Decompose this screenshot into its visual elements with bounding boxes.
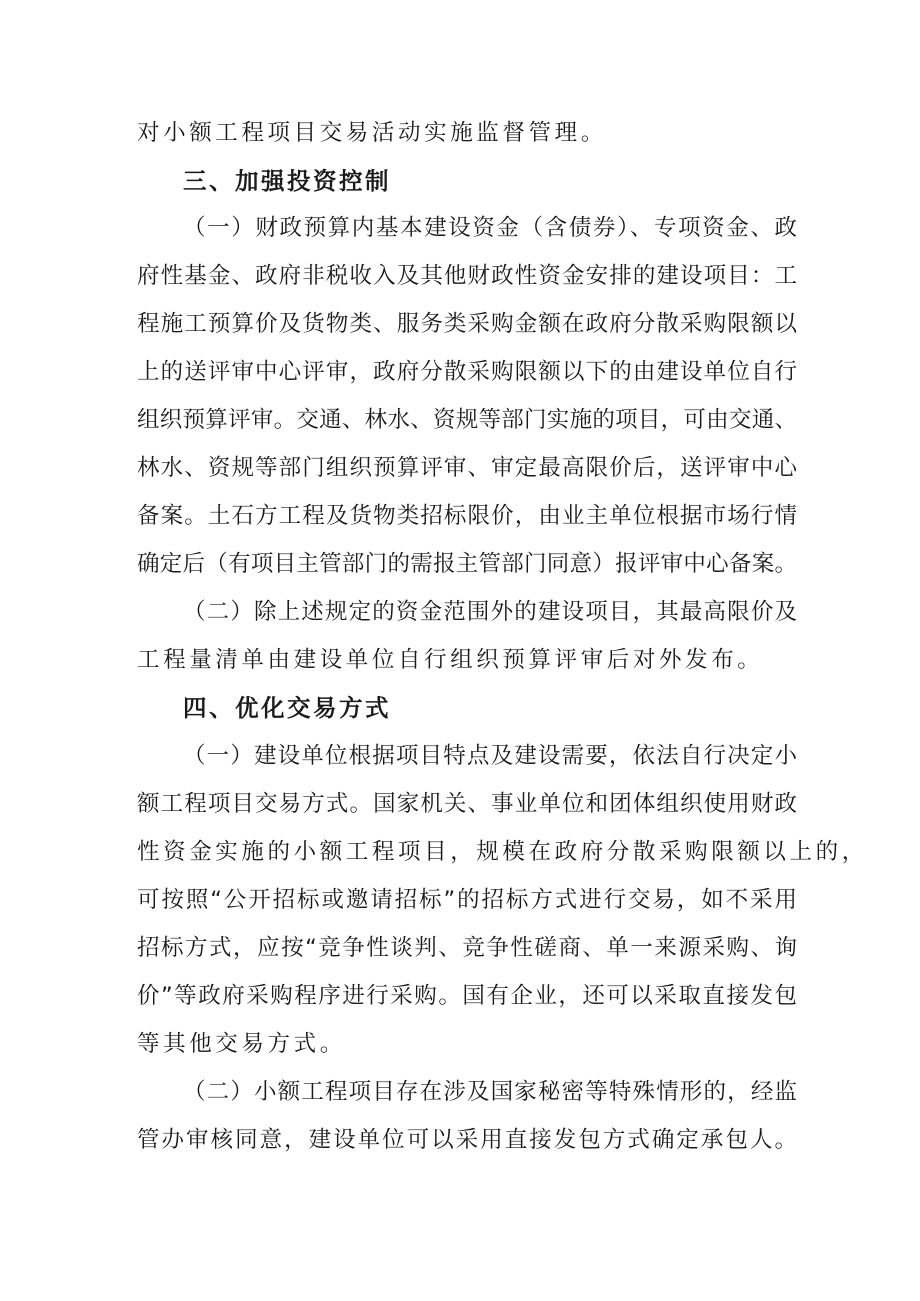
text-line: （二）除上述规定的资金范围外的建设项目，其最高限价及 xyxy=(183,599,797,625)
text-line: 确定后（有项目主管部门的需报主管部门同意）报评审中心备案。 xyxy=(137,551,797,577)
text-line: 上的送评审中心评审，政府分散采购限额以下的由建设单位自行 xyxy=(137,359,797,385)
text-line: 管办审核同意，建设单位可以采用直接发包方式确定承包人。 xyxy=(137,1127,797,1153)
text-line: （一）建设单位根据项目特点及建设需要，依法自行决定小 xyxy=(183,743,797,769)
section-heading: 四、优化交易方式 xyxy=(183,694,391,722)
text-line: （二）小额工程项目存在涉及国家秘密等特殊情形的，经监 xyxy=(183,1079,797,1105)
text-line: 招标方式，应按“竞争性谈判、竞争性磋商、单一来源采购、询 xyxy=(137,935,797,961)
text-line: 备案。土石方工程及货物类招标限价，由业主单位根据市场行情 xyxy=(137,503,797,529)
text-line: 可按照“公开招标或邀请招标”的招标方式进行交易，如不采用 xyxy=(137,887,797,913)
text-line: （一）财政预算内基本建设资金（含债券）、专项资金、政 xyxy=(183,215,797,241)
text-line: 府性基金、政府非税收入及其他财政性资金安排的建设项目：工 xyxy=(137,263,797,289)
text-line: 价”等政府采购程序进行采购。国有企业，还可以采取直接发包 xyxy=(137,983,797,1009)
text-line: 林水、资规等部门组织预算评审、审定最高限价后，送评审中心 xyxy=(137,455,797,481)
text-line: 等其他交易方式。 xyxy=(137,1031,346,1057)
text-line: 对小额工程项目交易活动实施监督管理。 xyxy=(137,120,607,146)
text-line: 性资金实施的小额工程项目，规模在政府分散采购限额以上的， xyxy=(137,839,868,865)
text-line: 工程量清单由建设单位自行组织预算评审后对外发布。 xyxy=(137,647,764,673)
text-line: 额工程项目交易方式。国家机关、事业单位和团体组织使用财政 xyxy=(137,791,797,817)
section-heading: 三、加强投资控制 xyxy=(183,167,391,195)
text-line: 程施工预算价及货物类、服务类采购金额在政府分散采购限额以 xyxy=(137,311,797,337)
text-line: 组织预算评审。交通、林水、资规等部门实施的项目，可由交通、 xyxy=(137,407,797,433)
